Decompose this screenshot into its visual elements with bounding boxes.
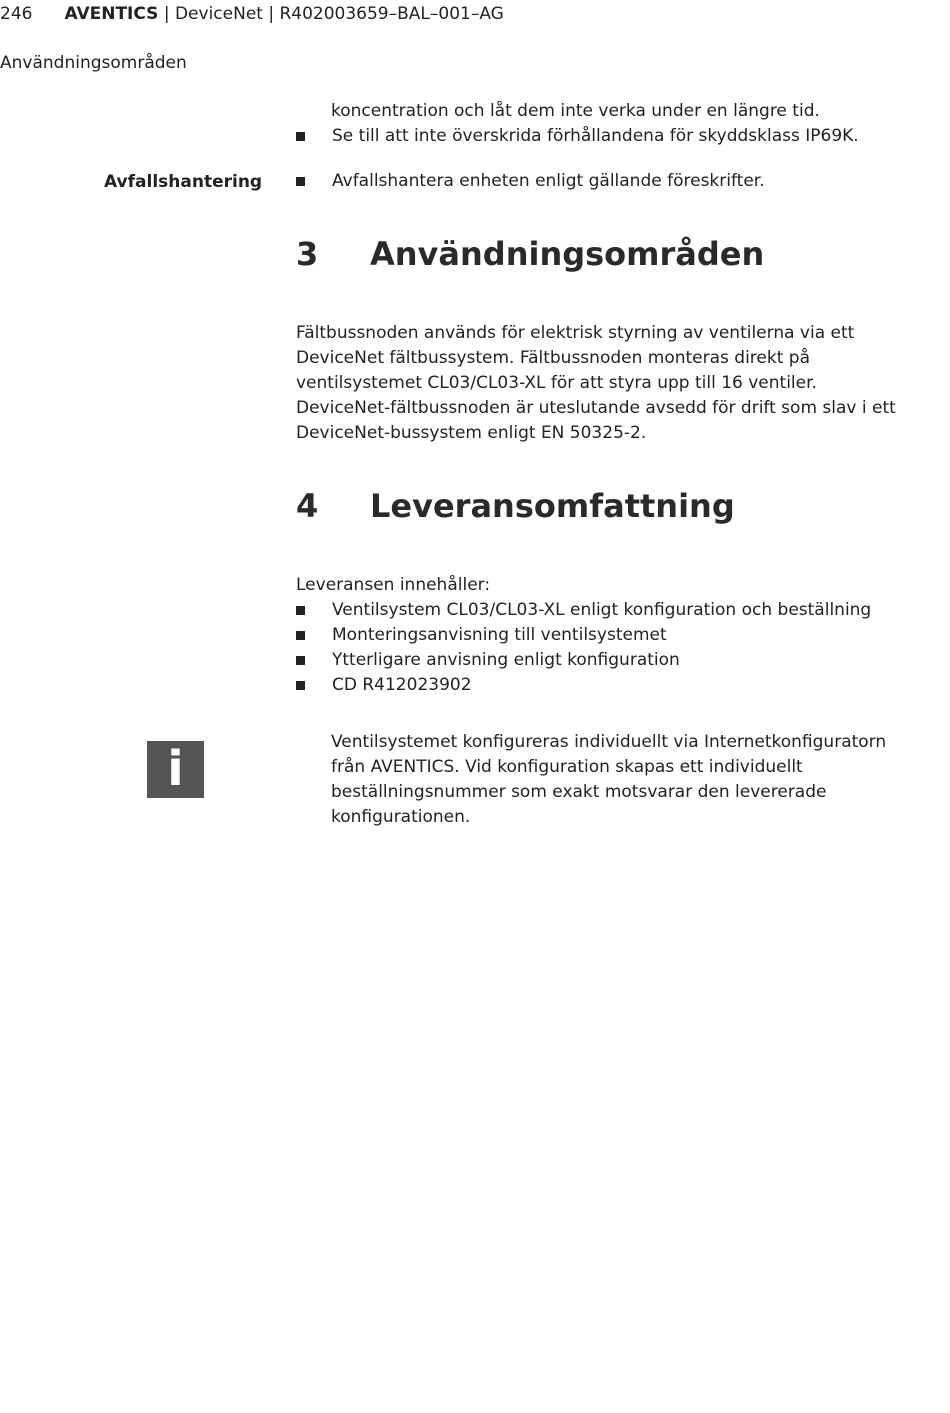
- paragraph-line: DeviceNet fältbussystem. Fältbussnoden monteras direkt på: [296, 348, 811, 368]
- continuation-line: koncentration och låt dem inte verka under en längre tid.: [331, 101, 820, 121]
- info-icon-glyph: i: [167, 741, 184, 797]
- list-item-text: Ventilsystem CL03/CL03-XL enligt konfiguration och beställning: [332, 600, 872, 620]
- note-line: från AVENTICS. Vid konfiguration skapas ett individuellt: [331, 757, 803, 777]
- document-id: | DeviceNet | R402003659–BAL–001–AG: [158, 4, 504, 24]
- bullet-square-icon: [296, 132, 305, 141]
- bullet-square-icon: [296, 631, 305, 640]
- info-icon: [147, 741, 204, 798]
- note-line: konfigurationen.: [331, 807, 471, 827]
- chapter-number: 4: [296, 487, 319, 525]
- chapter-number: 3: [296, 235, 319, 273]
- page-number: 246: [0, 4, 33, 24]
- bullet-square-icon: [296, 681, 305, 690]
- running-header: [0, 3, 504, 25]
- paragraph-line: ventilsystemet CL03/CL03-XL för att styra upp till 16 ventiler.: [296, 373, 817, 393]
- chapter-3-paragraph: [296, 321, 916, 446]
- note-line: beställningsnummer som exakt motsvarar den levererade: [331, 782, 827, 802]
- chapter-4-heading: [296, 486, 896, 526]
- bullet-square-icon: [296, 656, 305, 665]
- bullet-square-icon: [296, 177, 305, 186]
- info-note: [331, 730, 921, 830]
- delivery-intro: Leveransen innehåller:: [296, 575, 491, 595]
- chapter-title: Leveransomfattning: [370, 487, 735, 525]
- list-item-text: Avfallshantera enheten enligt gällande föreskrifter.: [332, 171, 765, 191]
- chapter-3-heading: [296, 234, 896, 274]
- bullet-square-icon: [296, 606, 305, 615]
- brand-name: AVENTICS: [64, 4, 159, 24]
- note-line: Ventilsystemet konfigureras individuellt via Internetkonfiguratorn: [331, 732, 887, 752]
- list-item-text: Ytterligare anvisning enligt konfiguration: [332, 650, 680, 670]
- disposal-label: Avfallshantering: [104, 172, 263, 192]
- chapter-title: Användningsområden: [370, 235, 765, 273]
- paragraph-line: Fältbussnoden används för elektrisk styrning av ventilerna via ett: [296, 323, 855, 343]
- list-item-text: Monteringsanvisning till ventilsystemet: [332, 625, 667, 645]
- list-item-text: CD R412023902: [332, 675, 472, 695]
- section-label: Användningsområden: [0, 53, 187, 73]
- list-item-text: Se till att inte överskrida förhållandena för skyddsklass IP69K.: [332, 126, 859, 146]
- paragraph-line: DeviceNet-bussystem enligt EN 50325-2.: [296, 423, 647, 443]
- paragraph-line: DeviceNet-fältbussnoden är uteslutande avsedd för drift som slav i ett: [296, 398, 896, 418]
